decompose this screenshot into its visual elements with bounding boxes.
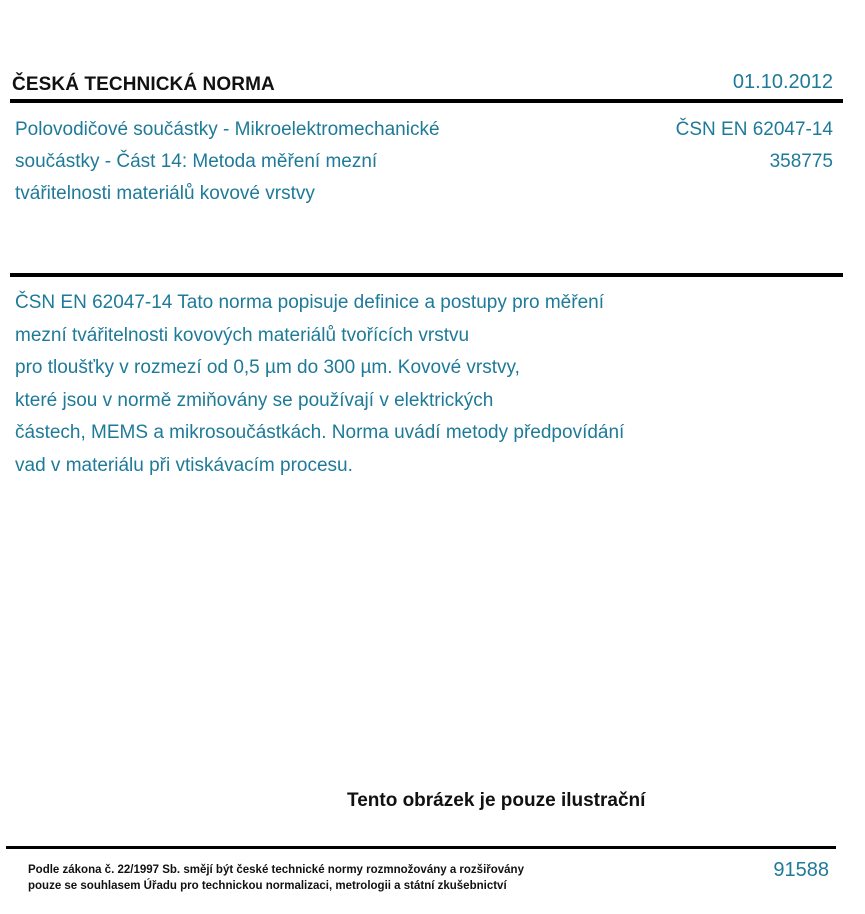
header-divider: [10, 99, 843, 103]
norm-title-line: Polovodičové součástky - Mikroelektromechanické: [15, 119, 440, 140]
description-line: ČSN EN 62047-14 Tato norma popisuje definice a postupy pro měření: [15, 292, 604, 313]
document-number: 91588: [773, 859, 829, 881]
norm-identifiers: [676, 114, 833, 178]
legal-notice-line: pouze se souhlasem Úřadu pro technickou normalizaci, metrologii a státní zkušebnictví: [28, 880, 507, 892]
illustration-note: Tento obrázek je pouze ilustrační: [347, 790, 646, 811]
norm-code: ČSN EN 62047-14: [675, 119, 833, 140]
norm-description: [15, 287, 735, 482]
description-line: vad v materiálu při vtiskávacím procesu.: [15, 454, 353, 476]
footer-divider: [6, 846, 836, 849]
legal-notice: [28, 862, 524, 894]
description-line: pro tloušťky v rozmezí od 0,5 µm do 300 µm. Kovové vrstvy,: [15, 357, 520, 378]
norm-class-number: 358775: [769, 151, 833, 172]
legal-notice-line: Podle zákona č. 22/1997 Sb. smějí být české technické normy rozmnožovány a rozšiřovány: [28, 864, 524, 876]
description-line: které jsou v normě zmiňovány se používají v elektrických: [15, 389, 494, 411]
section-divider: [10, 273, 843, 277]
norm-title-line: tvářitelnosti materiálů kovové vrstvy: [15, 183, 315, 204]
description-line: mezní tvářitelnosti kovových materiálů tvořících vrstvu: [15, 324, 470, 346]
description-line: částech, MEMS a mikrosoučástkách. Norma uvádí metody předpovídání: [15, 422, 625, 443]
norm-title-line: součástky - Část 14: Metoda měření mezní: [15, 151, 378, 172]
norm-title: [15, 114, 535, 210]
page-title: ČESKÁ TECHNICKÁ NORMA: [12, 74, 275, 95]
issue-date: 01.10.2012: [732, 71, 833, 93]
